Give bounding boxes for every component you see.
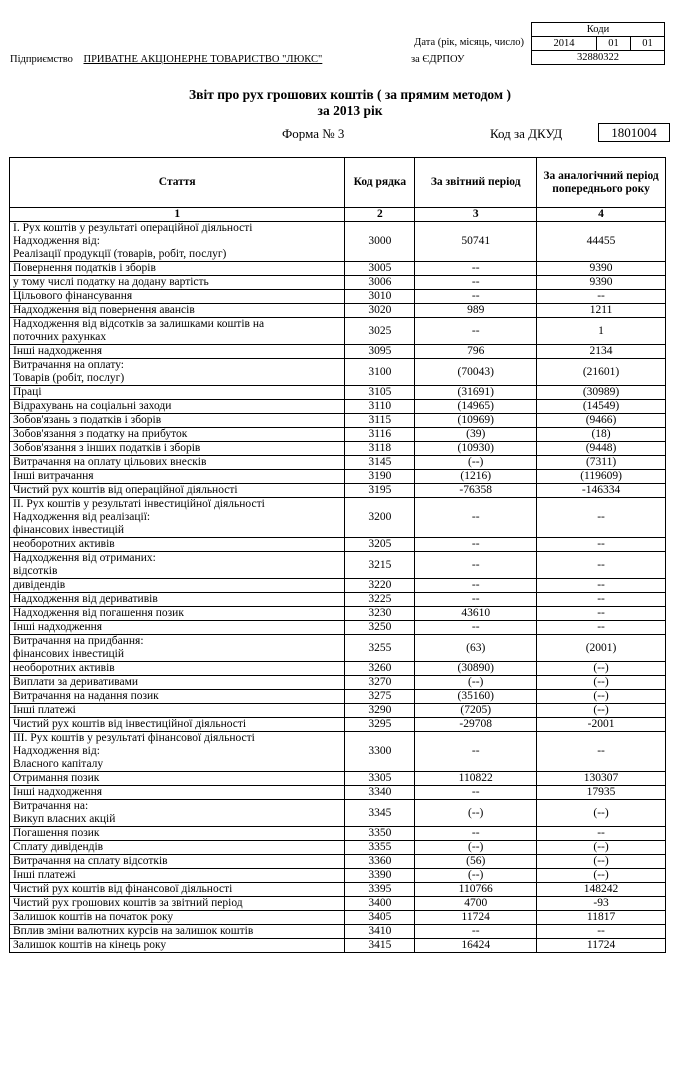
col-number: 2 <box>345 208 415 222</box>
row-article-line: Погашення позик <box>13 827 100 839</box>
row-article <box>10 579 345 593</box>
table-row <box>10 827 666 841</box>
row-code: 3145 <box>345 456 415 470</box>
row-current: -- <box>415 732 537 772</box>
table-row <box>10 718 666 732</box>
row-current: -- <box>415 276 537 290</box>
edrpou-label: за ЄДРПОУ <box>411 54 465 65</box>
row-article <box>10 869 345 883</box>
row-current: (39) <box>415 428 537 442</box>
header-previous: За аналогічний період попереднього року <box>537 158 666 208</box>
row-article-line: Власного капіталу <box>13 758 104 770</box>
row-code: 3110 <box>345 400 415 414</box>
row-current: 50741 <box>415 222 537 262</box>
row-article-line: Виплати за деривативами <box>13 676 139 688</box>
row-article-line: Витрачання на придбання: <box>13 635 144 647</box>
row-article-line: Надходження від отриманих: <box>13 552 156 564</box>
row-code: 3250 <box>345 621 415 635</box>
col-number: 1 <box>10 208 345 222</box>
row-article <box>10 262 345 276</box>
row-article <box>10 359 345 386</box>
row-article-line: II. Рух коштів у результаті інвестиційної діяльності <box>13 498 265 510</box>
row-code: 3010 <box>345 290 415 304</box>
row-code: 3006 <box>345 276 415 290</box>
codes-label: Коди <box>532 23 665 37</box>
col-number: 4 <box>537 208 666 222</box>
row-code: 3190 <box>345 470 415 484</box>
row-article <box>10 456 345 470</box>
table-row <box>10 772 666 786</box>
row-code: 3350 <box>345 827 415 841</box>
codes-box <box>531 22 665 65</box>
row-code: 3345 <box>345 800 415 827</box>
row-article-line: Зобов'язань з податків і зборів <box>13 414 162 426</box>
row-current: (31691) <box>415 386 537 400</box>
date-year: 2014 <box>532 37 597 51</box>
row-article-line: Чистий рух коштів від фінансової діяльності <box>13 883 233 895</box>
row-article-line: Повернення податків і зборів <box>13 262 156 274</box>
row-article <box>10 911 345 925</box>
row-current: (70043) <box>415 359 537 386</box>
row-article-line: Надходження від: <box>13 235 100 247</box>
row-article <box>10 827 345 841</box>
row-current: -- <box>415 538 537 552</box>
row-code: 3105 <box>345 386 415 400</box>
row-article-line: необоротних активів <box>13 662 115 674</box>
row-previous: -- <box>537 579 666 593</box>
table-row <box>10 635 666 662</box>
table-row <box>10 498 666 538</box>
row-article <box>10 484 345 498</box>
row-previous: (9448) <box>537 442 666 456</box>
table-row <box>10 911 666 925</box>
table-row <box>10 304 666 318</box>
date-month: 01 <box>597 37 631 51</box>
row-previous: (--) <box>537 662 666 676</box>
row-article <box>10 841 345 855</box>
row-previous: (--) <box>537 704 666 718</box>
row-article <box>10 800 345 827</box>
row-current: (--) <box>415 676 537 690</box>
row-article-line: І. Рух коштів у результаті операційної діяльності <box>13 222 253 234</box>
row-code: 3300 <box>345 732 415 772</box>
row-previous: (119609) <box>537 470 666 484</box>
row-code: 3100 <box>345 359 415 386</box>
row-current: (--) <box>415 800 537 827</box>
row-current: (10969) <box>415 414 537 428</box>
row-current: 16424 <box>415 939 537 953</box>
row-previous: (18) <box>537 428 666 442</box>
row-article <box>10 772 345 786</box>
row-article <box>10 222 345 262</box>
row-article <box>10 635 345 662</box>
row-current: -- <box>415 786 537 800</box>
row-article <box>10 676 345 690</box>
row-article-line: Витрачання на оплату: <box>13 359 124 371</box>
row-current: 4700 <box>415 897 537 911</box>
row-previous: 2134 <box>537 345 666 359</box>
table-row <box>10 621 666 635</box>
row-code: 3295 <box>345 718 415 732</box>
row-previous: 9390 <box>537 276 666 290</box>
row-article-line: відсотків <box>13 565 58 577</box>
row-previous: -- <box>537 498 666 538</box>
table-row <box>10 786 666 800</box>
row-previous: 130307 <box>537 772 666 786</box>
table-row <box>10 400 666 414</box>
table-row <box>10 386 666 400</box>
table-row <box>10 732 666 772</box>
row-previous: -- <box>537 732 666 772</box>
row-article-line: Надходження від відсотків за залишками коштів на <box>13 318 265 330</box>
table-row <box>10 883 666 897</box>
row-article-line: Чистий рух грошових коштів за звітний період <box>13 897 243 909</box>
row-article <box>10 855 345 869</box>
table-row <box>10 484 666 498</box>
row-article-line: Інші надходження <box>13 621 103 633</box>
row-previous: (--) <box>537 800 666 827</box>
row-article <box>10 400 345 414</box>
table-row <box>10 897 666 911</box>
row-previous: 44455 <box>537 222 666 262</box>
dkud-label: Код за ДКУД <box>490 126 563 141</box>
row-article <box>10 621 345 635</box>
title-line-2: за 2013 рік <box>317 103 383 118</box>
row-previous: (21601) <box>537 359 666 386</box>
row-article <box>10 538 345 552</box>
row-code: 3395 <box>345 883 415 897</box>
row-article-line: Викуп власних акцій <box>13 813 116 825</box>
row-article-line: Надходження від повернення авансів <box>13 304 195 316</box>
row-code: 3115 <box>345 414 415 428</box>
form-label: Форма № 3 <box>282 126 345 141</box>
row-previous: 1 <box>537 318 666 345</box>
table-row <box>10 345 666 359</box>
table-row <box>10 939 666 953</box>
row-code: 3230 <box>345 607 415 621</box>
row-article-line: Витрачання на оплату цільових внесків <box>13 456 207 468</box>
row-article-line: Надходження від деривативів <box>13 593 158 605</box>
row-previous: 148242 <box>537 883 666 897</box>
row-previous: -- <box>537 621 666 635</box>
row-article-line: Товарів (робіт, послуг) <box>13 372 125 384</box>
table-row <box>10 925 666 939</box>
row-code: 3355 <box>345 841 415 855</box>
row-previous: -93 <box>537 897 666 911</box>
row-previous: -- <box>537 607 666 621</box>
row-code: 3410 <box>345 925 415 939</box>
row-previous: (9466) <box>537 414 666 428</box>
date-day: 01 <box>631 37 665 51</box>
row-code: 3340 <box>345 786 415 800</box>
row-code: 3195 <box>345 484 415 498</box>
row-previous: (--) <box>537 690 666 704</box>
row-article <box>10 470 345 484</box>
row-article-line: поточних рахунках <box>13 331 107 343</box>
row-article-line: Надходження від погашення позик <box>13 607 184 619</box>
row-previous: -- <box>537 538 666 552</box>
row-code: 3270 <box>345 676 415 690</box>
row-article-line: III. Рух коштів у результаті фінансової діяльності <box>13 732 255 744</box>
row-previous: -- <box>537 827 666 841</box>
row-code: 3275 <box>345 690 415 704</box>
row-code: 3255 <box>345 635 415 662</box>
row-previous: (--) <box>537 841 666 855</box>
table-row <box>10 276 666 290</box>
row-previous: -146334 <box>537 484 666 498</box>
dkud-code: 1801004 <box>598 123 670 142</box>
row-article-line: дивідендів <box>13 579 66 591</box>
row-current: 11724 <box>415 911 537 925</box>
table-row <box>10 662 666 676</box>
row-code: 3260 <box>345 662 415 676</box>
row-current: -- <box>415 621 537 635</box>
row-code: 3215 <box>345 552 415 579</box>
row-previous: (2001) <box>537 635 666 662</box>
row-article-line: Зобов'язання з податку на прибуток <box>13 428 188 440</box>
row-article <box>10 897 345 911</box>
header-article: Стаття <box>10 158 345 208</box>
row-current: 43610 <box>415 607 537 621</box>
table-row <box>10 552 666 579</box>
enterprise-label: Підприємство <box>10 54 73 65</box>
row-article-line: Відрахувань на соціальні заходи <box>13 400 172 412</box>
row-current: -76358 <box>415 484 537 498</box>
table-row <box>10 290 666 304</box>
row-article-line: Інші витрачання <box>13 470 94 482</box>
enterprise-line <box>10 54 322 65</box>
row-current: 110766 <box>415 883 537 897</box>
row-current: (--) <box>415 841 537 855</box>
row-current: (1216) <box>415 470 537 484</box>
row-article-line: Залишок коштів на кінець року <box>13 939 167 951</box>
row-article <box>10 662 345 676</box>
table-row <box>10 222 666 262</box>
table-row <box>10 414 666 428</box>
table-row <box>10 855 666 869</box>
row-code: 3225 <box>345 593 415 607</box>
date-label: Дата (рік, місяць, число) <box>414 37 524 48</box>
row-previous: (7311) <box>537 456 666 470</box>
table-row <box>10 318 666 345</box>
table-row <box>10 690 666 704</box>
row-code: 3290 <box>345 704 415 718</box>
table-row <box>10 538 666 552</box>
row-current: -- <box>415 290 537 304</box>
row-article-line: Інші надходження <box>13 345 103 357</box>
row-current: -- <box>415 552 537 579</box>
row-code: 3305 <box>345 772 415 786</box>
row-previous: 1211 <box>537 304 666 318</box>
row-article-line: Витрачання на сплату відсотків <box>13 855 168 867</box>
row-article-line: Залишок коштів на початок року <box>13 911 174 923</box>
table-row <box>10 359 666 386</box>
edrpou-code: 32880322 <box>532 51 665 65</box>
row-article-line: Інші надходження <box>13 786 103 798</box>
row-code: 3118 <box>345 442 415 456</box>
enterprise-name: ПРИВАТНЕ АКЦІОНЕРНЕ ТОВАРИСТВО "ЛЮКС" <box>83 54 323 65</box>
row-current: (35160) <box>415 690 537 704</box>
row-code: 3025 <box>345 318 415 345</box>
row-article-line: Інші платежі <box>13 869 76 881</box>
row-article <box>10 732 345 772</box>
row-previous: (14549) <box>537 400 666 414</box>
row-article <box>10 607 345 621</box>
table-row <box>10 442 666 456</box>
row-article <box>10 345 345 359</box>
col-number: 3 <box>415 208 537 222</box>
row-previous: -2001 <box>537 718 666 732</box>
row-previous: (--) <box>537 855 666 869</box>
table-row <box>10 704 666 718</box>
row-current: -- <box>415 827 537 841</box>
row-article-line: необоротних активів <box>13 538 115 550</box>
row-article <box>10 290 345 304</box>
row-current: 989 <box>415 304 537 318</box>
row-article <box>10 939 345 953</box>
row-article <box>10 883 345 897</box>
row-article <box>10 704 345 718</box>
row-code: 3116 <box>345 428 415 442</box>
row-code: 3415 <box>345 939 415 953</box>
row-previous: -- <box>537 290 666 304</box>
report-title <box>0 87 700 119</box>
row-article-line: Витрачання на: <box>13 800 89 812</box>
table-row <box>10 579 666 593</box>
row-article-line: Вплив зміни валютних курсів на залишок коштів <box>13 925 254 937</box>
row-current: (7205) <box>415 704 537 718</box>
row-article-line: Надходження від: <box>13 745 100 757</box>
row-previous: -- <box>537 552 666 579</box>
row-code: 3005 <box>345 262 415 276</box>
table-row <box>10 841 666 855</box>
row-article <box>10 718 345 732</box>
row-code: 3400 <box>345 897 415 911</box>
row-code: 3020 <box>345 304 415 318</box>
cash-flow-table <box>9 157 666 953</box>
row-article-line: фінансових інвестицій <box>13 524 125 536</box>
row-previous: 11724 <box>537 939 666 953</box>
title-line-1: Звіт про рух грошових коштів ( за прямим методом ) <box>189 87 511 102</box>
row-current: -- <box>415 925 537 939</box>
row-article <box>10 318 345 345</box>
table-row <box>10 676 666 690</box>
table-row <box>10 428 666 442</box>
row-current: (10930) <box>415 442 537 456</box>
row-article <box>10 925 345 939</box>
header-current: За звітний період <box>415 158 537 208</box>
row-current: (--) <box>415 869 537 883</box>
row-current: -29708 <box>415 718 537 732</box>
row-current: 110822 <box>415 772 537 786</box>
row-previous: -- <box>537 925 666 939</box>
row-article-line: Реалізації продукції (товарів, робіт, послуг) <box>13 248 227 260</box>
table-row <box>10 869 666 883</box>
row-current: 796 <box>415 345 537 359</box>
row-previous: -- <box>537 593 666 607</box>
row-current: -- <box>415 579 537 593</box>
row-article <box>10 552 345 579</box>
row-current: -- <box>415 593 537 607</box>
row-previous: (30989) <box>537 386 666 400</box>
row-code: 3220 <box>345 579 415 593</box>
row-current: (30890) <box>415 662 537 676</box>
row-article <box>10 304 345 318</box>
row-previous: 9390 <box>537 262 666 276</box>
row-code: 3000 <box>345 222 415 262</box>
row-article-line: Сплату дивідендів <box>13 841 104 853</box>
row-previous: 17935 <box>537 786 666 800</box>
row-article-line: Чистий рух коштів від інвестиційної діяльності <box>13 718 247 730</box>
row-article <box>10 414 345 428</box>
row-code: 3200 <box>345 498 415 538</box>
table-body <box>10 222 666 953</box>
row-code: 3405 <box>345 911 415 925</box>
row-article-line: у тому числі податку на додану вартість <box>13 276 209 288</box>
row-code: 3360 <box>345 855 415 869</box>
row-current: (56) <box>415 855 537 869</box>
table-row <box>10 470 666 484</box>
row-article-line: фінансових інвестицій <box>13 648 125 660</box>
row-previous: (--) <box>537 676 666 690</box>
row-current: (14965) <box>415 400 537 414</box>
row-code: 3390 <box>345 869 415 883</box>
row-article-line: Отримання позик <box>13 772 100 784</box>
row-article <box>10 276 345 290</box>
row-article <box>10 386 345 400</box>
table-row <box>10 456 666 470</box>
row-article-line: Зобов'язання з інших податків і зборів <box>13 442 201 454</box>
row-article-line: Цільового фінансування <box>13 290 133 302</box>
row-article <box>10 786 345 800</box>
row-article <box>10 498 345 538</box>
header-code: Код рядка <box>345 158 415 208</box>
row-code: 3205 <box>345 538 415 552</box>
table-row <box>10 593 666 607</box>
table-row <box>10 607 666 621</box>
row-current: -- <box>415 498 537 538</box>
row-current: -- <box>415 318 537 345</box>
row-previous: (--) <box>537 869 666 883</box>
row-article-line: Витрачання на надання позик <box>13 690 159 702</box>
row-code: 3095 <box>345 345 415 359</box>
row-article-line: Чистий рух коштів від операційної діяльності <box>13 484 238 496</box>
row-current: -- <box>415 262 537 276</box>
row-article-line: Інші платежі <box>13 704 76 716</box>
row-article-line: Надходження від реалізації: <box>13 511 151 523</box>
row-article <box>10 442 345 456</box>
table-row <box>10 800 666 827</box>
row-article <box>10 593 345 607</box>
row-current: (63) <box>415 635 537 662</box>
row-article <box>10 428 345 442</box>
row-previous: 11817 <box>537 911 666 925</box>
row-current: (--) <box>415 456 537 470</box>
table-row <box>10 262 666 276</box>
row-article <box>10 690 345 704</box>
row-article-line: Праці <box>13 386 42 398</box>
